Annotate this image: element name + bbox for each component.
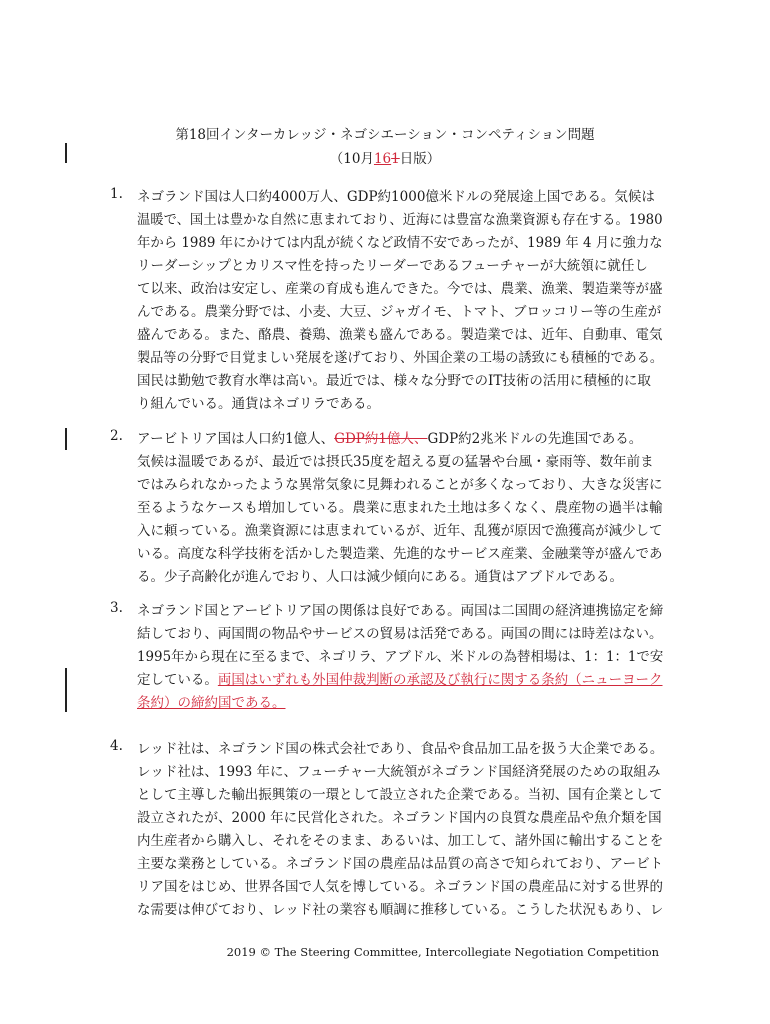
edition-close: 日版）: [399, 151, 441, 167]
text-line: 内生産者から購入し、それをそのまま、あるいは、加工して、諸外国に輸出することを: [137, 833, 664, 849]
item-text: [137, 738, 664, 922]
text-line: ネゴランド国とアービトリア国の関係は良好である。両国は二国間の経済連携協定を締: [137, 603, 664, 619]
text-line: んである。農業分野では、小麦、大豆、ジャガイモ、トマト、ブロッコリー等の生産が: [137, 304, 662, 320]
text-line: 温暖で、国土は豊かな自然に恵まれており、近海には豊富な漁業資源も存在する。1980: [137, 212, 663, 228]
item-number: 4.: [110, 738, 123, 754]
text-line: 入に頼っている。漁業資源には恵まれているが、近年、乱獲が原因で漁獲高が減少して: [137, 523, 663, 539]
deleted-text: GDP約1億人、: [334, 431, 428, 447]
text-line: 1995年から現在に至るまで、ネゴリラ、アブドル、米ドルの為替相場は、1：1：1で安: [137, 649, 664, 665]
document-title: 第18回インターカレッジ・ネゴシエーション・コンペティション問題: [175, 127, 595, 143]
text-line: 気候は温暖であるが、最近では摂氏35度を超える夏の猛暑や台風・豪雨等、数年前ま: [137, 454, 654, 470]
text-line: 国民は勤勉で教育水準は高い。最近では、様々な分野でのIT技術の活用に積極的に取: [137, 373, 651, 389]
text-line: レッド社は、1993 年に、フューチャー大統領がネゴランド国経済発展のための取組み: [137, 764, 661, 780]
text-line: [137, 669, 666, 692]
text-line: 至るようなケースも増加している。農業に恵まれた土地は多くなく、農産物の過半は輸: [137, 500, 663, 516]
text-segment: GDP約2兆米ドルの先進国である。: [427, 431, 643, 447]
item-number: 2.: [110, 428, 123, 444]
item-text: [137, 600, 667, 715]
text-line: 年から 1989 年にかけては内乱が続くなど政情不安であったが、1989 年 4 月に強力な: [137, 235, 663, 251]
footer-copyright: 2019 © The Steering Committee, Intercollegiate Negotiation Competition: [226, 945, 659, 959]
edition-date: [0, 147, 770, 167]
text-segment: アービトリア国は人口約1億人、: [137, 431, 335, 447]
text-line: リーダーシップとカリスマ性を持ったリーダーであるフューチャーが大統領に就任し: [137, 258, 648, 274]
text-line: 製品等の分野で目覚ましい発展を遂げており、外国企業の工場の誘致にも積極的である。: [137, 350, 664, 366]
item-text: [137, 428, 664, 589]
inserted-text: 条約）の締約国である。: [137, 695, 286, 711]
text-line: る。少子高齢化が進んでおり、人口は減少傾向にある。通貨はアブドルである。: [137, 569, 623, 585]
text-line: ではみられなかったような異常気象に見舞われることが多くなっており、大きな災害に: [137, 477, 663, 493]
text-line: いる。高度な科学技術を活かした製造業、先進的なサービス産業、金融業等が盛んであ: [137, 546, 663, 562]
item-number: 1.: [110, 186, 123, 202]
inserted-text: 両国はいずれも外国仲裁判断の承認及び執行に関する条約（ニューヨーク: [217, 672, 663, 688]
text-line: として主導した輸出振興策の一環として設立された企業である。当初、国有企業として: [137, 787, 663, 803]
text-line: 設立されたが、2000 年に民営化された。ネゴランド国内の良質な農産品や魚介類を国: [137, 810, 662, 826]
text-line: [137, 428, 664, 451]
text-segment: 定している。: [137, 672, 218, 688]
text-line: 主要な業務としている。ネゴランド国の農産品は品質の高さで知られており、アービト: [137, 856, 664, 872]
text-line: レッド社は、ネゴランド国の株式会社であり、食品や食品加工品を扱う大企業である。: [137, 741, 664, 757]
text-line: 盛んである。また、酪農、養鶏、漁業も盛んである。製造業では、近年、自動車、電気: [137, 327, 663, 343]
item-text: [137, 186, 677, 416]
change-bar-title: [65, 143, 67, 163]
text-line: [137, 692, 667, 715]
edition-new-day: 16: [373, 151, 392, 167]
text-line: ネゴランド国は人口約4000万人、GDP約1000億米ドルの発展途上国である。気候は: [137, 189, 655, 205]
text-line: リア国をはじめ、世界各国で人気を博している。ネゴランド国の農産品に対する世界的: [137, 879, 663, 895]
text-line: な需要は伸びており、レッド社の業容も順調に推移している。こうした状況もあり、レ: [137, 902, 664, 918]
item-number: 3.: [110, 600, 123, 616]
change-bar-item-2: [65, 428, 67, 450]
text-line: 結しており、両国間の物品やサービスの貿易は活発である。両国の間には時差はない。: [137, 626, 663, 642]
edition-deleted-day: 1: [391, 151, 400, 167]
text-line: て以来、政治は安定し、産業の育成も進んできた。今では、農業、漁業、製造業等が盛: [137, 281, 663, 297]
change-bar-item-3: [65, 668, 67, 712]
text-line: り組んでいる。通貨はネゴリラである。: [137, 396, 380, 412]
edition-open: （10月: [329, 151, 374, 167]
